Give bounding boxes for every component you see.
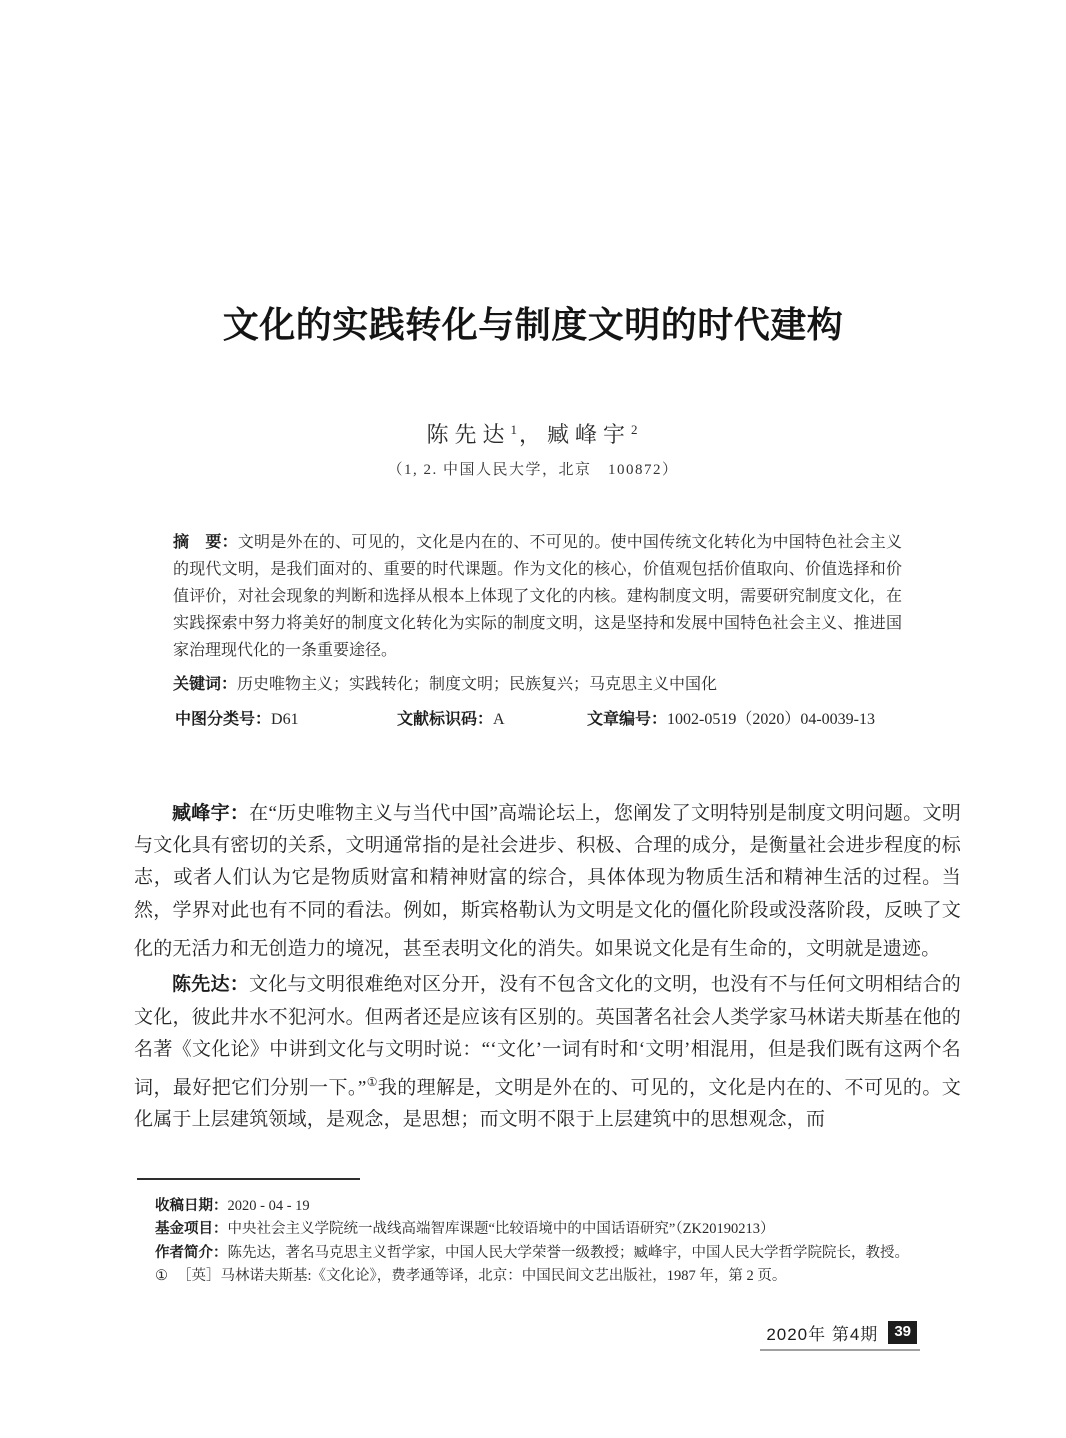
article-id bbox=[587, 706, 875, 729]
authors-line bbox=[0, 418, 1066, 449]
classification-meta-row bbox=[175, 706, 961, 730]
fund-project-line bbox=[155, 1218, 943, 1241]
author-bio-label: 作者简介： bbox=[155, 1244, 228, 1261]
speaker-name-chen: 陈先达： bbox=[172, 974, 249, 996]
paragraph-1-text: 在“历史唯物主义与当代中国”高端论坛上，您阐发了文明特别是制度文明问题。文明与文化具有密切的关系，文明通常指的是社会进步、积极、合理的成分，是衡量社会进步程度的标志，或者人们认为它是物质财富和精神财富的综合，具体体现为物质生活和精神生活的过程。当然，学界对此也有不同的看法。例如，斯宾格勒认为文明是文化的僵化阶段或没落阶段，反映了文化的无活力和无创造力的境况，甚至表明文化的消失。如果说文化是有生命的，文明就是遗迹。 bbox=[134, 803, 961, 960]
paragraph-2-text: 文化与文明很难绝对区分开，没有不包含文化的文明，也没有不与任何文明相结合的文化，彼此井水不犯河水。但两者还是应该有区别的。英国著名社会人类学家马林诺夫斯基在他的名著《文化论》中讲到文化与文明时说：“‘文化’一词有时和‘文明’相混用，但是我们既有这两个名词，最好把它们分别一下。” bbox=[134, 974, 961, 1099]
abstract-paragraph bbox=[173, 529, 902, 664]
received-date-line bbox=[155, 1195, 943, 1218]
page-number-badge: 39 bbox=[888, 1321, 917, 1344]
author-bio-line bbox=[155, 1242, 943, 1265]
abstract-label: 摘 要： bbox=[173, 534, 238, 551]
article-id-value: 1002-0519（2020）04-0039-13 bbox=[667, 711, 876, 728]
journal-issue-label: 2020年 第4期 bbox=[766, 1325, 879, 1344]
fund-project-value: 中央社会主义学院统一战线高端智库课题“比较语境中的中国话语研究”（ZK20190213） bbox=[227, 1221, 775, 1238]
received-date-value: 2020 - 04 - 19 bbox=[227, 1198, 310, 1214]
clc-number bbox=[175, 706, 299, 729]
document-code-label: 文献标识码： bbox=[397, 711, 494, 728]
author-2-affiliation-sup: 2 bbox=[631, 421, 638, 437]
dialogue-paragraph-2 bbox=[134, 969, 961, 1136]
keywords-label: 关键词： bbox=[173, 676, 238, 693]
keywords-text: 历史唯物主义；实践转化；制度文明；民族复兴；马克思主义中国化 bbox=[237, 676, 718, 693]
footnote-1-text: ［英］马林诺夫斯基:《文化论》，费孝通等译，北京：中国民间文艺出版社，1987 年，第 2 页。 bbox=[177, 1268, 787, 1285]
footnote-1-line bbox=[155, 1265, 943, 1288]
speaker-name-zang: 臧峰宇： bbox=[172, 803, 250, 824]
author-1-affiliation-sup: 1 bbox=[510, 421, 517, 437]
author-1-name: 陈先达 bbox=[426, 422, 511, 447]
clc-value: D61 bbox=[271, 711, 299, 728]
article-title: 文化的实践转化与制度文明的时代建构 bbox=[222, 305, 844, 345]
abstract-text: 文明是外在的、可见的，文化是内在的、不可见的。使中国传统文化转化为中国特色社会主义的现代文明，是我们面对的、重要的时代课题。作为文化的核心，价值观包括价值取向、价值选择和价值评价，对社会现象的判断和选择从根本上体现了文化的内核。建构制度文明，需要研究制度文化，在实践探索中努力将美好的制度文化转化为实际的制度文明，这是坚持和发展中国特色社会主义、推进国家治理现代化的一条重要途径。 bbox=[173, 534, 902, 659]
keywords-line bbox=[173, 671, 902, 698]
footnote-separator-rule bbox=[137, 1178, 360, 1180]
fund-project-label: 基金项目： bbox=[155, 1221, 228, 1238]
abstract-block bbox=[173, 529, 902, 698]
paragraph-2-text-continued: 我的理解是，文明是外在的、可见的，文化是内在的、不可见的。文化属于上层建筑领域，是观念，是思想；而文明不限于上层建筑中的思想观念，而 bbox=[134, 1077, 961, 1131]
clc-label: 中图分类号： bbox=[175, 711, 272, 728]
paragraph-2-footnote-ref: ① bbox=[366, 1074, 378, 1089]
author-bio-value: 陈先达，著名马克思主义哲学家，中国人民大学荣誉一级教授；臧峰宇，中国人民大学哲学院院长，教授。 bbox=[227, 1244, 909, 1261]
dialogue-paragraph-1 bbox=[134, 798, 961, 965]
affiliation-line: （1, 2. 中国人民大学，北京 100872） bbox=[387, 462, 679, 478]
document-code-value: A bbox=[493, 711, 505, 728]
footnotes-block bbox=[155, 1195, 943, 1289]
authors-separator: ， bbox=[518, 422, 547, 447]
author-2-name: 臧峰宇 bbox=[547, 422, 632, 447]
article-body bbox=[134, 798, 961, 1137]
document-code bbox=[397, 706, 505, 729]
article-id-label: 文章编号： bbox=[587, 711, 668, 728]
received-date-label: 收稿日期： bbox=[155, 1198, 228, 1214]
footnote-1-marker: ① bbox=[155, 1268, 168, 1285]
page-footer bbox=[760, 1320, 920, 1351]
